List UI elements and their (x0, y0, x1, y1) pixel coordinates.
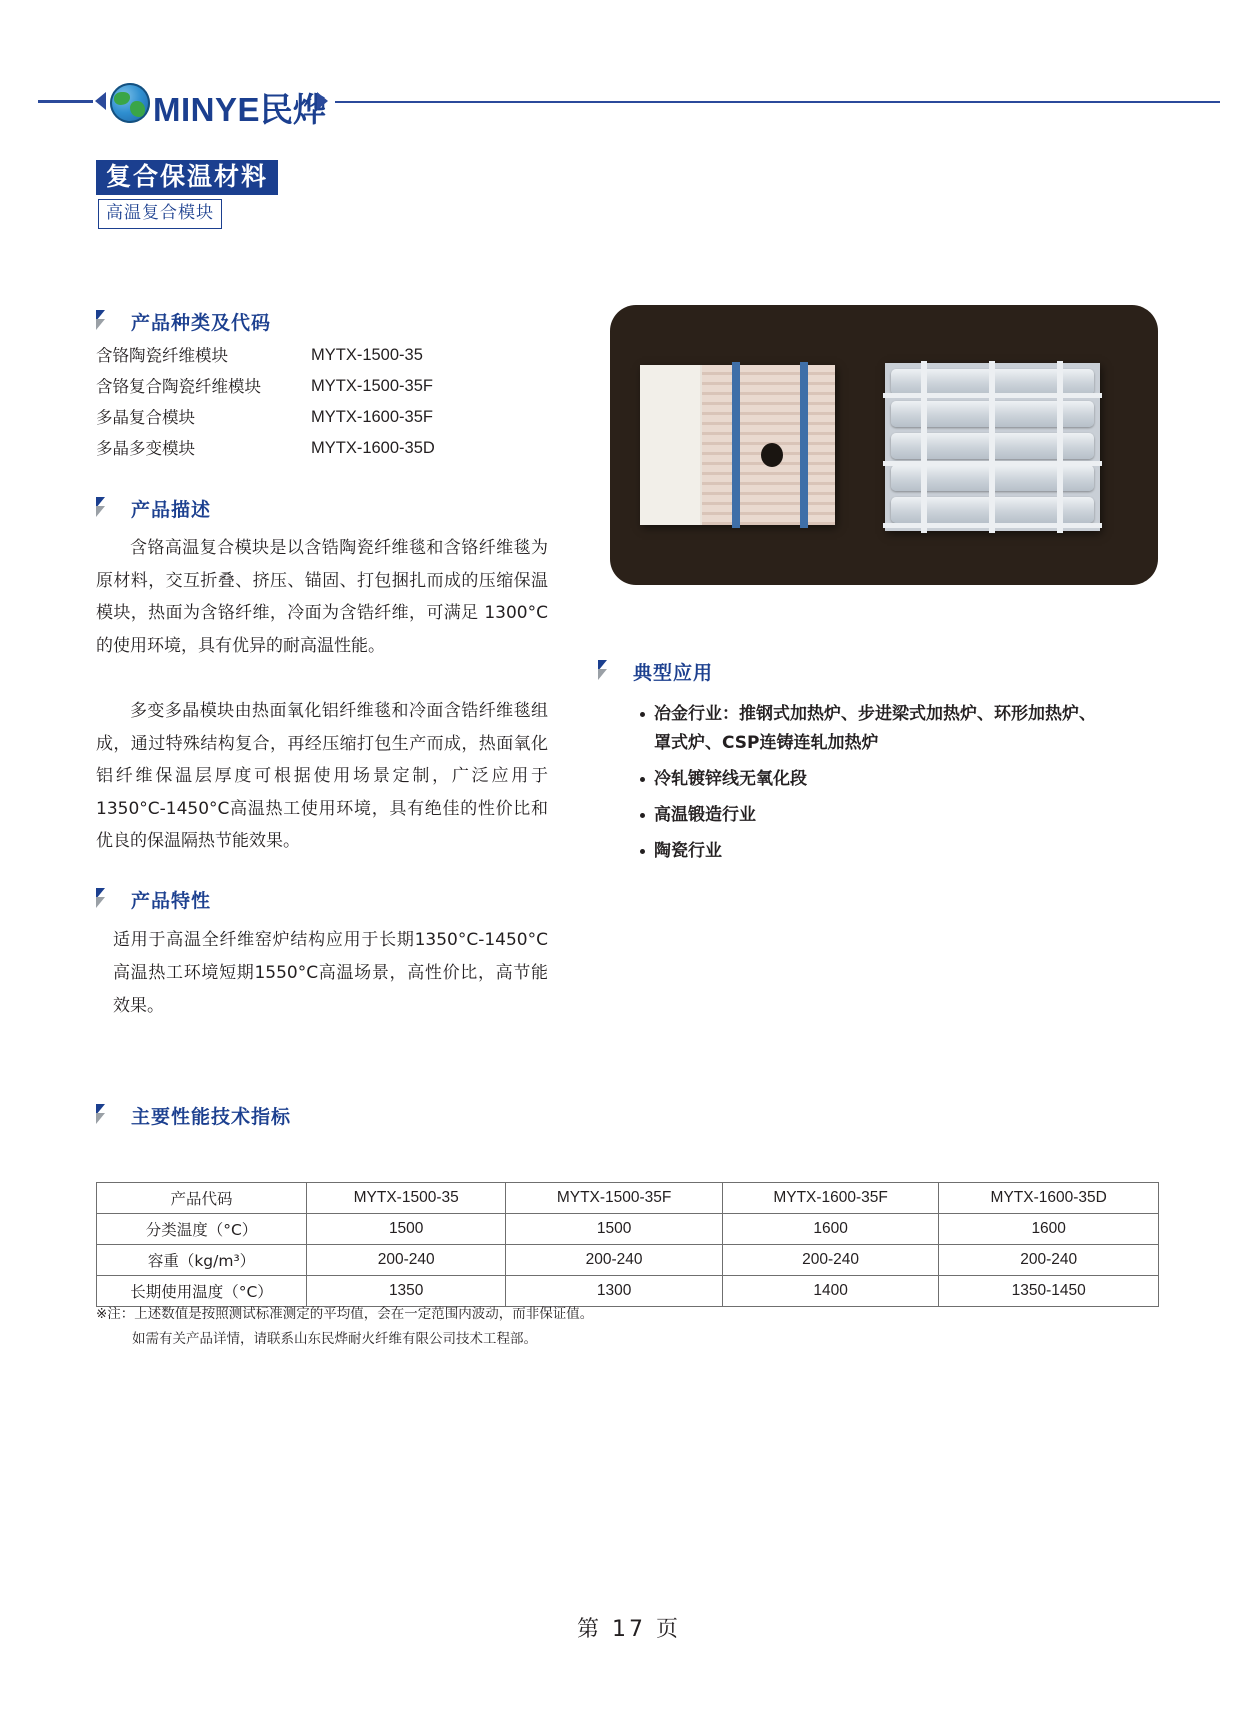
section-heading-codes: 产品种类及代码 (131, 312, 272, 334)
table-cell: MYTX-1500-35F (506, 1183, 723, 1214)
applications-list (640, 700, 1110, 873)
table-cell: 200-240 (939, 1245, 1159, 1276)
list-item: 冶金行业：推钢式加热炉、步进梁式加热炉、环形加热炉、罩式炉、CSP连铸连轧加热炉 (640, 700, 1110, 758)
table-cell: 1300 (506, 1276, 723, 1307)
brand-wordmark (153, 84, 326, 131)
product-code-list (96, 340, 435, 464)
list-item: 高温锻造行业 (640, 801, 1110, 830)
section-flag-icon (598, 660, 614, 682)
table-cell: 产品代码 (97, 1183, 307, 1214)
table-cell: 长期使用温度（°C） (97, 1276, 307, 1307)
page-subtitle: 高温复合模块 (98, 199, 222, 229)
module-stack-left (640, 365, 835, 525)
description-paragraph-1: 含铬高温复合模块是以含锆陶瓷纤维毯和含铬纤维毯为原材料，交互折叠、挤压、锚固、打包捆扎而成的压缩保温模块，热面为含铬纤维，冷面为含锆纤维，可满足 1300°C的使用环境，具有优异的耐高温性能。 (96, 538, 548, 656)
table-row (97, 1183, 1159, 1214)
list-item (96, 371, 435, 402)
table-cell: 200-240 (506, 1245, 723, 1276)
list-item (96, 340, 435, 371)
product-name: 含铬复合陶瓷纤维模块 (96, 377, 261, 396)
table-note (96, 1302, 593, 1352)
list-item: 陶瓷行业 (640, 837, 1110, 866)
brand-latin: MINYE (153, 91, 261, 128)
section-heading-description: 产品描述 (131, 499, 212, 521)
section-flag-icon (96, 888, 112, 910)
note-line-1: ※注：上述数值是按照测试标准测定的平均值，会在一定范围内波动，而非保证值。 (96, 1306, 594, 1322)
product-name: 多晶多变模块 (96, 439, 195, 458)
section-heading-spec: 主要性能技术指标 (131, 1106, 292, 1128)
section-flag-icon (96, 310, 112, 332)
table-row (97, 1214, 1159, 1245)
triangle-left-icon (95, 92, 106, 110)
product-name: 多晶复合模块 (96, 408, 195, 427)
page-header (0, 72, 1258, 132)
header-rule-right (335, 101, 1220, 103)
product-code: MYTX-1500-35 (311, 346, 423, 364)
table-cell: 1500 (307, 1214, 506, 1245)
table-cell: 1400 (722, 1276, 939, 1307)
header-rule-left (38, 100, 93, 103)
globe-logo-icon (110, 83, 150, 123)
section-flag-icon (96, 497, 112, 519)
features-text: 适用于高温全纤维窑炉结构应用于长期1350°C-1450°C高温热工环境短期1550°C高温场景，高性价比，高节能效果。 (113, 930, 548, 1016)
brand-chinese: 民烨 (260, 90, 327, 129)
product-code: MYTX-1500-35F (311, 377, 433, 395)
section-heading-applications: 典型应用 (633, 662, 714, 684)
table-cell: 1500 (506, 1214, 723, 1245)
table-cell: 200-240 (307, 1245, 506, 1276)
section-heading-features: 产品特性 (131, 890, 212, 912)
table-cell: MYTX-1600-35D (939, 1183, 1159, 1214)
table-cell: 容重（kg/m³） (97, 1245, 307, 1276)
table-cell: 1350-1450 (939, 1276, 1159, 1307)
product-photo (610, 305, 1158, 585)
table-cell: 分类温度（°C） (97, 1214, 307, 1245)
table-cell: MYTX-1600-35F (722, 1183, 939, 1214)
spec-table-wrapper (96, 1182, 1159, 1307)
description-paragraph-2: 多变多晶模块由热面氧化铝纤维毯和冷面含锆纤维毯组成，通过特殊结构复合，再经压缩打包生产而成，热面氧化铝纤维保温层厚度可根据使用场景定制，广泛应用于 1350°C-1450°C高温热工使用环境，具有绝佳的性价比和优良的保温隔热节能效果。 (96, 701, 548, 851)
spec-table (96, 1182, 1159, 1307)
product-name: 含铬陶瓷纤维模块 (96, 346, 228, 365)
table-cell: 1350 (307, 1276, 506, 1307)
product-code: MYTX-1600-35F (311, 408, 433, 426)
table-cell: MYTX-1500-35 (307, 1183, 506, 1214)
table-cell: 1600 (939, 1214, 1159, 1245)
note-line-2: 如需有关产品详情，请联系山东民烨耐火纤维有限公司技术工程部。 (132, 1331, 537, 1347)
page-number: 第 17 页 (577, 1617, 681, 1642)
table-row (97, 1245, 1159, 1276)
list-item (96, 433, 435, 464)
section-flag-icon (96, 1104, 112, 1126)
triangle-right-icon (317, 92, 328, 110)
table-cell: 200-240 (722, 1245, 939, 1276)
page-title: 复合保温材料 (96, 160, 278, 195)
module-stack-right (885, 363, 1100, 531)
product-code: MYTX-1600-35D (311, 439, 435, 457)
table-cell: 1600 (722, 1214, 939, 1245)
list-item: 冷轧镀锌线无氧化段 (640, 765, 1110, 794)
list-item (96, 402, 435, 433)
